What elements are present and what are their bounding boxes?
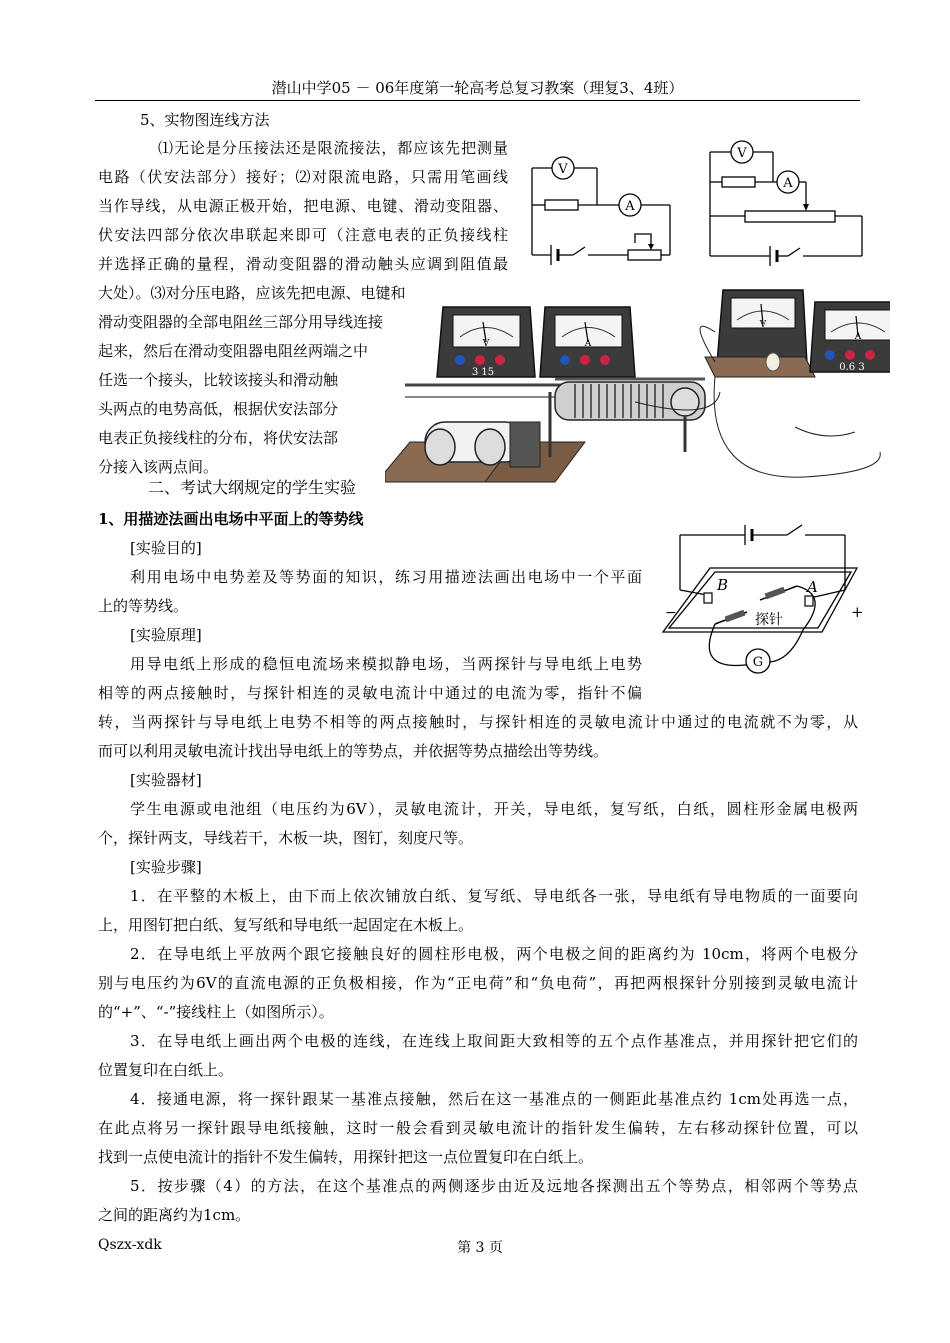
page-header: 潜山中学05 － 06年度第一轮高考总复习教案（理复3、4班）: [271, 79, 684, 97]
section5-line-10: 电表正负接线柱的分布，将伏安法部: [98, 429, 339, 447]
section5-line-7: 起来，然后在滑动变阻器电阻丝两端之中: [98, 342, 369, 360]
section5-line-8: 任选一个接头，比较该接头和滑动触: [98, 371, 339, 389]
step2-line-0: 2．在导电纸上平放两个跟它接触良好的圆柱形电极，两个电极之间的距离约为 10cm，将两个电极分: [130, 945, 858, 963]
step2-line-1: 别与电压约为6V的直流电源的正负极相接，作为“正电荷”和“负电荷”，再把两根探针分别接到灵敏电流计: [98, 974, 858, 992]
exp1-purpose-line-0: 利用电场中电势差及等势面的知识，练习用描迹法画出电场中一个平面: [130, 568, 642, 586]
step4-line-2: 找到一点使电流计的指针不发生偏转，用探针把这一点位置复印在白纸上。: [98, 1148, 594, 1166]
header-rule: [95, 100, 860, 101]
step4-line-0: 4．接通电源，将一探针跟某一基准点接触，然后在这一基准点的一侧距此基准点约 1cm处再选一点，: [130, 1090, 858, 1108]
step4-line-1: 在此点将另一探针跟导电纸接触，这时一般会看到灵敏电流计的指针发生偏转，左右移动探针位置，可以: [98, 1119, 858, 1137]
step5-line-1: 之间的距离约为1cm。: [98, 1206, 251, 1224]
exp1-principle-line-1: 相等的两点接触时，与探针相连的灵敏电流计中通过的电流为零，指针不偏: [98, 684, 642, 702]
apparatus-photo: [385, 282, 890, 500]
step1-line-1: 上，用图钉把白纸、复写纸和导电纸一起固定在木板上。: [98, 916, 474, 934]
divider-ammeter-label: A: [783, 176, 793, 191]
photo-meter1-label: V: [482, 339, 490, 349]
photo-meter3-label: V: [759, 320, 767, 330]
step2-line-2: 的“+”、“-”接线柱上（如图所示）。: [98, 1003, 334, 1021]
section5-line-3: 伏安法四部分依次串联起来即可（注意电表的正负接线柱: [98, 226, 508, 244]
electrode-b-label: B: [717, 576, 729, 594]
section5-line-1: 电路（伏安法部分）接好；⑵对限流电路，只需用笔画线: [98, 168, 508, 186]
minus-sign: −: [665, 605, 677, 621]
divider-circuit-diagram: [700, 138, 870, 268]
exp1-purpose-label: [实验目的]: [130, 539, 202, 557]
plus-sign: +: [851, 603, 864, 621]
section5-line-4: 并选择正确的量程，滑动变阻器的滑动触头应调到阻值最: [98, 255, 508, 273]
step1-line-0: 1．在平整的木板上，由下而上依次铺放白纸、复写纸、导电纸各一张，导电纸有导电物质的一面要向: [130, 887, 858, 905]
exp1-principle-line-2: 转，当两探针与导电纸上电势不相等的两点接触时，与探针相连的灵敏电流计中通过的电流就不为零，从: [98, 713, 858, 731]
section5-line-11: 分接入该两点间。: [98, 458, 219, 476]
section5-heading: 5、实物图连线方法: [140, 111, 270, 129]
step5-line-0: 5．按步骤（4）的方法，在这个基准点的两侧逐步由近及远地各探测出五个等势点，相邻两个等势点: [130, 1177, 858, 1195]
exp1-equipment-line-1: 个，探针两支，导线若干，木板一块，图钉，刻度尺等。: [98, 829, 474, 847]
exp1-equipment-label: [实验器材]: [130, 771, 202, 789]
probe-label: 探针: [755, 612, 783, 628]
footer-left: Qszx-xdk: [98, 1237, 162, 1253]
photo-meter2-label: A: [584, 339, 592, 349]
equipotential-setup-diagram: [655, 520, 870, 682]
section5-line-5: 大处）。⑶对分压电路，应该先把电源、电键和: [98, 284, 406, 302]
chapter2-heading: 二、考试大纲规定的学生实验: [148, 478, 357, 497]
exp1-purpose-line-1: 上的等势线。: [98, 597, 189, 615]
electrode-a-label: A: [807, 578, 818, 596]
limiting-ammeter-label: A: [625, 199, 635, 214]
section5-line-9: 头两点的电势高低，根据伏安法部分: [98, 400, 339, 418]
photo-meter4-label: A: [854, 332, 862, 342]
section5-line-2: 当作导线，从电源正极开始，把电源、电键、滑动变阻器、: [98, 197, 508, 215]
exp1-steps-label: [实验步骤]: [130, 858, 202, 876]
exp1-principle-line-0: 用导电纸上形成的稳恒电流场来模拟静电场，当两探针与导电纸上电势: [130, 655, 642, 673]
limiting-voltmeter-label: V: [558, 162, 568, 177]
photo-meter4-scale: 0.6 3: [839, 362, 865, 373]
exp1-principle-line-3: 而可以利用灵敏电流计找出导电纸上的等势点，并依据等势点描绘出等势线。: [98, 742, 609, 760]
photo-meter1-scale: 3 15: [471, 367, 495, 378]
footer-page-number: 第 3 页: [457, 1240, 503, 1256]
exp1-title: 1、用描迹法画出电场中平面上的等势线: [98, 510, 364, 528]
divider-voltmeter-label: V: [737, 146, 747, 161]
limiting-circuit-diagram: [515, 148, 685, 273]
section5-line-6: 滑动变阻器的全部电阻丝三部分用导线连接: [98, 313, 384, 331]
section5-line-0: ⑴无论是分压接法还是限流接法，都应该先把测量: [158, 139, 508, 157]
exp1-principle-label: [实验原理]: [130, 626, 202, 644]
step3-line-1: 位置复印在白纸上。: [98, 1061, 234, 1079]
step3-line-0: 3．在导电纸上画出两个电极的连线，在连线上取间距大致相等的五个点作基准点，并用探针把它们的: [130, 1032, 858, 1050]
exp1-equipment-line-0: 学生电源或电池组（电压约为6V），灵敏电流计，开关，导电纸，复写纸，白纸，圆柱形金属电极两: [130, 800, 858, 818]
galvanometer-label: G: [752, 655, 764, 670]
